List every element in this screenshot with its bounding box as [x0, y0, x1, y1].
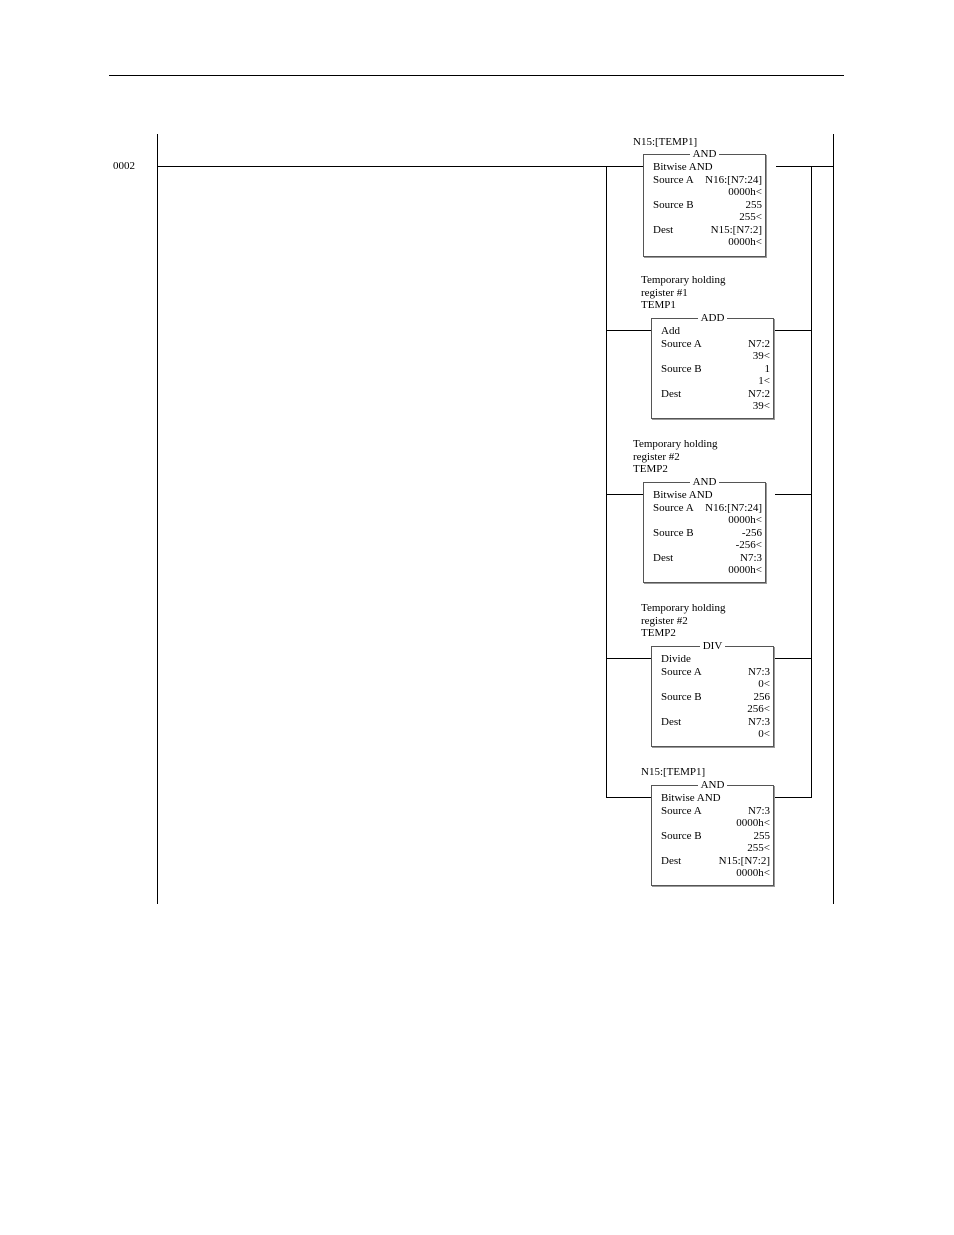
- param-value: 39<: [752, 350, 770, 363]
- and-instruction-block[interactable]: [643, 476, 766, 583]
- param-value: N15:[N7:2]: [718, 854, 770, 867]
- instruction-tag: N15:[TEMP1]: [641, 766, 706, 778]
- param-value: 256<: [747, 703, 770, 716]
- branch-wire-4-left: [606, 658, 651, 659]
- instruction-mnemonic: DIV: [700, 640, 726, 652]
- and-instruction-block[interactable]: [643, 148, 766, 257]
- param-label: Source B: [653, 198, 694, 211]
- param-value: N7:2: [748, 387, 770, 400]
- div-instruction-block[interactable]: [651, 640, 774, 747]
- param-value: 255<: [739, 211, 762, 224]
- param-value: 255<: [747, 842, 770, 855]
- param-value: 0000h<: [728, 564, 762, 577]
- param-value: 0000h<: [736, 817, 770, 830]
- param-value: N7:3: [748, 665, 770, 678]
- left-power-rail: [157, 134, 158, 904]
- param-label: Dest: [661, 854, 682, 867]
- param-value: 0000h<: [728, 186, 762, 199]
- instruction-tag: Temporary holding register #2 TEMP2: [641, 602, 726, 639]
- param-value: 255: [753, 829, 770, 842]
- branch-right-vertical: [811, 166, 812, 797]
- param-label: Source B: [661, 690, 702, 703]
- param-value: -256: [741, 526, 762, 539]
- param-label: Source A: [661, 665, 702, 678]
- right-power-rail: [833, 134, 834, 904]
- param-label: Dest: [661, 715, 682, 728]
- param-value: 256: [753, 690, 770, 703]
- rung-wire-right[interactable]: [776, 166, 833, 167]
- branch-wire-3-left: [606, 494, 643, 495]
- param-value: 0<: [758, 678, 770, 691]
- param-value: 0000h<: [736, 867, 770, 880]
- param-value: N7:3: [748, 804, 770, 817]
- instruction-description: Divide: [661, 653, 691, 665]
- instruction-tag: N15:[TEMP1]: [633, 136, 698, 148]
- param-value: 0<: [758, 728, 770, 741]
- instruction-mnemonic: AND: [690, 148, 720, 160]
- param-value: 0000h<: [728, 514, 762, 527]
- param-value: 1: [764, 362, 770, 375]
- instruction-description: Add: [661, 325, 680, 337]
- param-value: N7:2: [748, 337, 770, 350]
- branch-wire-5-right: [775, 797, 812, 798]
- branch-wire-5-left: [606, 797, 651, 798]
- header-rule: [109, 75, 844, 76]
- branch-left-vertical: [606, 166, 607, 797]
- rung-wire-left[interactable]: [158, 166, 643, 167]
- branch-wire-3-right: [775, 494, 812, 495]
- branch-wire-2-right: [775, 330, 812, 331]
- param-value: N7:3: [748, 715, 770, 728]
- instruction-description: Bitwise AND: [653, 489, 713, 501]
- param-value: N7:3: [740, 551, 762, 564]
- param-label: Source A: [661, 337, 702, 350]
- param-label: Source A: [653, 173, 694, 186]
- param-value: N15:[N7:2]: [710, 223, 762, 236]
- param-label: Source A: [661, 804, 702, 817]
- param-value: N16:[N7:24]: [705, 173, 762, 186]
- instruction-mnemonic: AND: [690, 476, 720, 488]
- param-value: 39<: [752, 400, 770, 413]
- param-value: 255: [745, 198, 762, 211]
- param-label: Dest: [653, 223, 674, 236]
- add-instruction-block[interactable]: [651, 312, 774, 419]
- param-value: 0000h<: [728, 236, 762, 249]
- branch-wire-2-left: [606, 330, 651, 331]
- param-label: Source B: [653, 526, 694, 539]
- instruction-description: Bitwise AND: [661, 792, 721, 804]
- param-value: -256<: [735, 539, 762, 552]
- param-label: Source B: [661, 829, 702, 842]
- param-value: 1<: [758, 375, 770, 388]
- instruction-mnemonic: AND: [698, 779, 728, 791]
- param-value: N16:[N7:24]: [705, 501, 762, 514]
- param-label: Dest: [653, 551, 674, 564]
- instruction-mnemonic: ADD: [698, 312, 728, 324]
- instruction-tag: Temporary holding register #2 TEMP2: [633, 438, 718, 475]
- param-label: Source B: [661, 362, 702, 375]
- branch-wire-4-right: [775, 658, 812, 659]
- rung-number: 0002: [113, 160, 135, 172]
- param-label: Source A: [653, 501, 694, 514]
- instruction-description: Bitwise AND: [653, 161, 713, 173]
- param-label: Dest: [661, 387, 682, 400]
- and-instruction-block[interactable]: [651, 779, 774, 886]
- instruction-tag: Temporary holding register #1 TEMP1: [641, 274, 726, 311]
